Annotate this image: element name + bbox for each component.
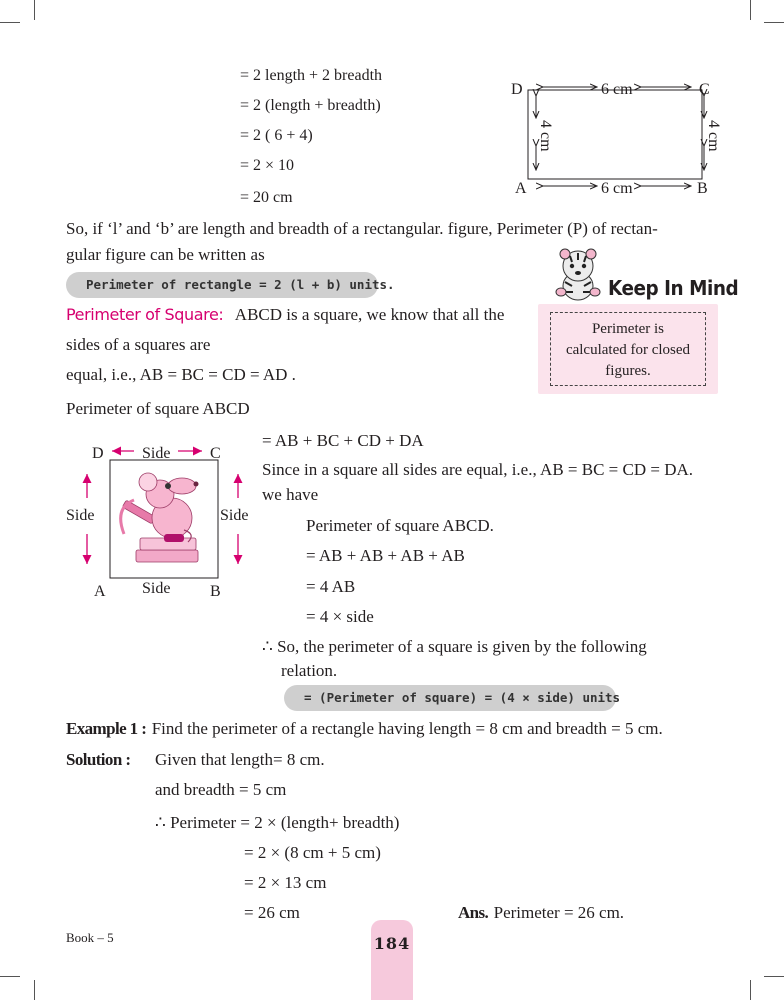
square-label-a: A [94, 583, 106, 600]
rect-label-c: C [699, 81, 710, 98]
rect-right-length: 4 cm [705, 120, 722, 152]
square-intro-line-1 [66, 304, 504, 326]
solution-label: Solution : [66, 750, 131, 769]
example-label: Example 1 : [66, 719, 147, 738]
tiger-cub-icon [548, 246, 608, 304]
keep-in-mind-box [538, 304, 718, 394]
solution-line-3: ∴ Perimeter = 2 × (length+ breadth) [155, 813, 400, 832]
square-calc-8a: ∴ So, the perimeter of a square is given by the following [262, 637, 647, 656]
square-diagram [64, 438, 264, 602]
rect-calc-line-4: = 2 × 10 [240, 157, 295, 174]
square-side-top: Side [142, 445, 171, 462]
square-formula: = (Perimeter of square) = (4 × side) units [284, 685, 616, 711]
rect-calc-line-5: = 20 cm [240, 189, 293, 206]
square-label-c: C [210, 445, 221, 462]
crop-mark [764, 976, 784, 977]
square-intro-text: ABCD is a square, we know that all the [234, 305, 505, 324]
example-text: Find the perimeter of a rectangle having length = 8 cm and breadth = 5 cm. [151, 719, 663, 738]
rect-label-b: B [697, 180, 708, 197]
answer [458, 902, 624, 924]
page-number: 184 [371, 920, 413, 1000]
square-label-d: D [92, 445, 104, 462]
keep-in-mind-line-2: calculated for closed [565, 342, 691, 358]
square-calc-3: we have [262, 485, 319, 504]
answer-text: Perimeter = 26 cm. [493, 903, 625, 922]
crop-mark [0, 22, 20, 23]
solution-line-1: Given that length= 8 cm. [155, 750, 325, 769]
example-1 [66, 718, 663, 740]
square-calc-4: Perimeter of square ABCD. [306, 516, 494, 535]
rect-calc-line-1: = 2 length + 2 breadth [240, 67, 383, 84]
crop-mark [0, 976, 20, 977]
square-calc-7: = 4 × side [306, 607, 374, 626]
solution-line-2: and breadth = 5 cm [155, 780, 287, 799]
rectangle-formula: Perimeter of rectangle = 2 (l + b) units. [66, 272, 378, 298]
keep-in-mind-header [548, 246, 739, 304]
square-calc-2: Since in a square all sides are equal, i.e., AB = BC = CD = DA. [262, 460, 694, 479]
book-label: Book – 5 [66, 930, 114, 945]
rect-label-a: A [515, 180, 527, 197]
rect-calc-line-2: = 2 (length + breadth) [240, 97, 381, 114]
crop-mark [34, 0, 35, 20]
rectangle-diagram [505, 74, 725, 198]
keep-in-mind-title: Keep In Mind [608, 276, 739, 300]
rect-calc-line-3: = 2 ( 6 + 4) [240, 127, 313, 144]
answer-label: Ans. [458, 903, 489, 922]
rect-label-d: D [511, 81, 523, 98]
square-side-left: Side [66, 507, 95, 524]
keep-in-mind-line-3: figures. [605, 363, 651, 379]
square-intro-line-2: sides of a squares are [66, 335, 211, 354]
rect-bottom-length: 6 cm [601, 180, 633, 197]
square-side-right: Side [220, 507, 249, 524]
crop-mark [764, 22, 784, 23]
keep-in-mind-note [550, 312, 706, 386]
square-calc-8b: relation. [281, 661, 338, 680]
crop-mark [34, 980, 35, 1000]
square-intro-line-3: equal, i.e., AB = BC = CD = AD . [66, 365, 296, 384]
rect-left-length: 4 cm [537, 120, 554, 152]
keep-in-mind-line-1: Perimeter is [591, 321, 665, 337]
crop-mark [750, 0, 751, 20]
intro-line-1: So, if ‘l’ and ‘b’ are length and breadth of a rectangular. figure, Perimeter (P) of rectan- [66, 219, 658, 238]
mouse-on-books-illustration [121, 473, 199, 562]
square-calc-5: = AB + AB + AB + AB [306, 546, 465, 565]
rect-top-length: 6 cm [601, 81, 633, 98]
square-heading: Perimeter of Square: [66, 305, 224, 324]
square-calc-1: = AB + BC + CD + DA [262, 431, 424, 450]
square-side-bottom: Side [142, 580, 171, 597]
square-calc-6: = 4 AB [306, 577, 356, 596]
square-label-b: B [210, 583, 221, 600]
intro-line-2: gular figure can be written as [66, 245, 265, 264]
crop-mark [750, 980, 751, 1000]
solution-line-5: = 2 × 13 cm [244, 873, 327, 892]
solution-line-6: = 26 cm [244, 903, 300, 922]
square-intro-line-4: Perimeter of square ABCD [66, 399, 250, 418]
solution-line-4: = 2 × (8 cm + 5 cm) [244, 843, 381, 862]
